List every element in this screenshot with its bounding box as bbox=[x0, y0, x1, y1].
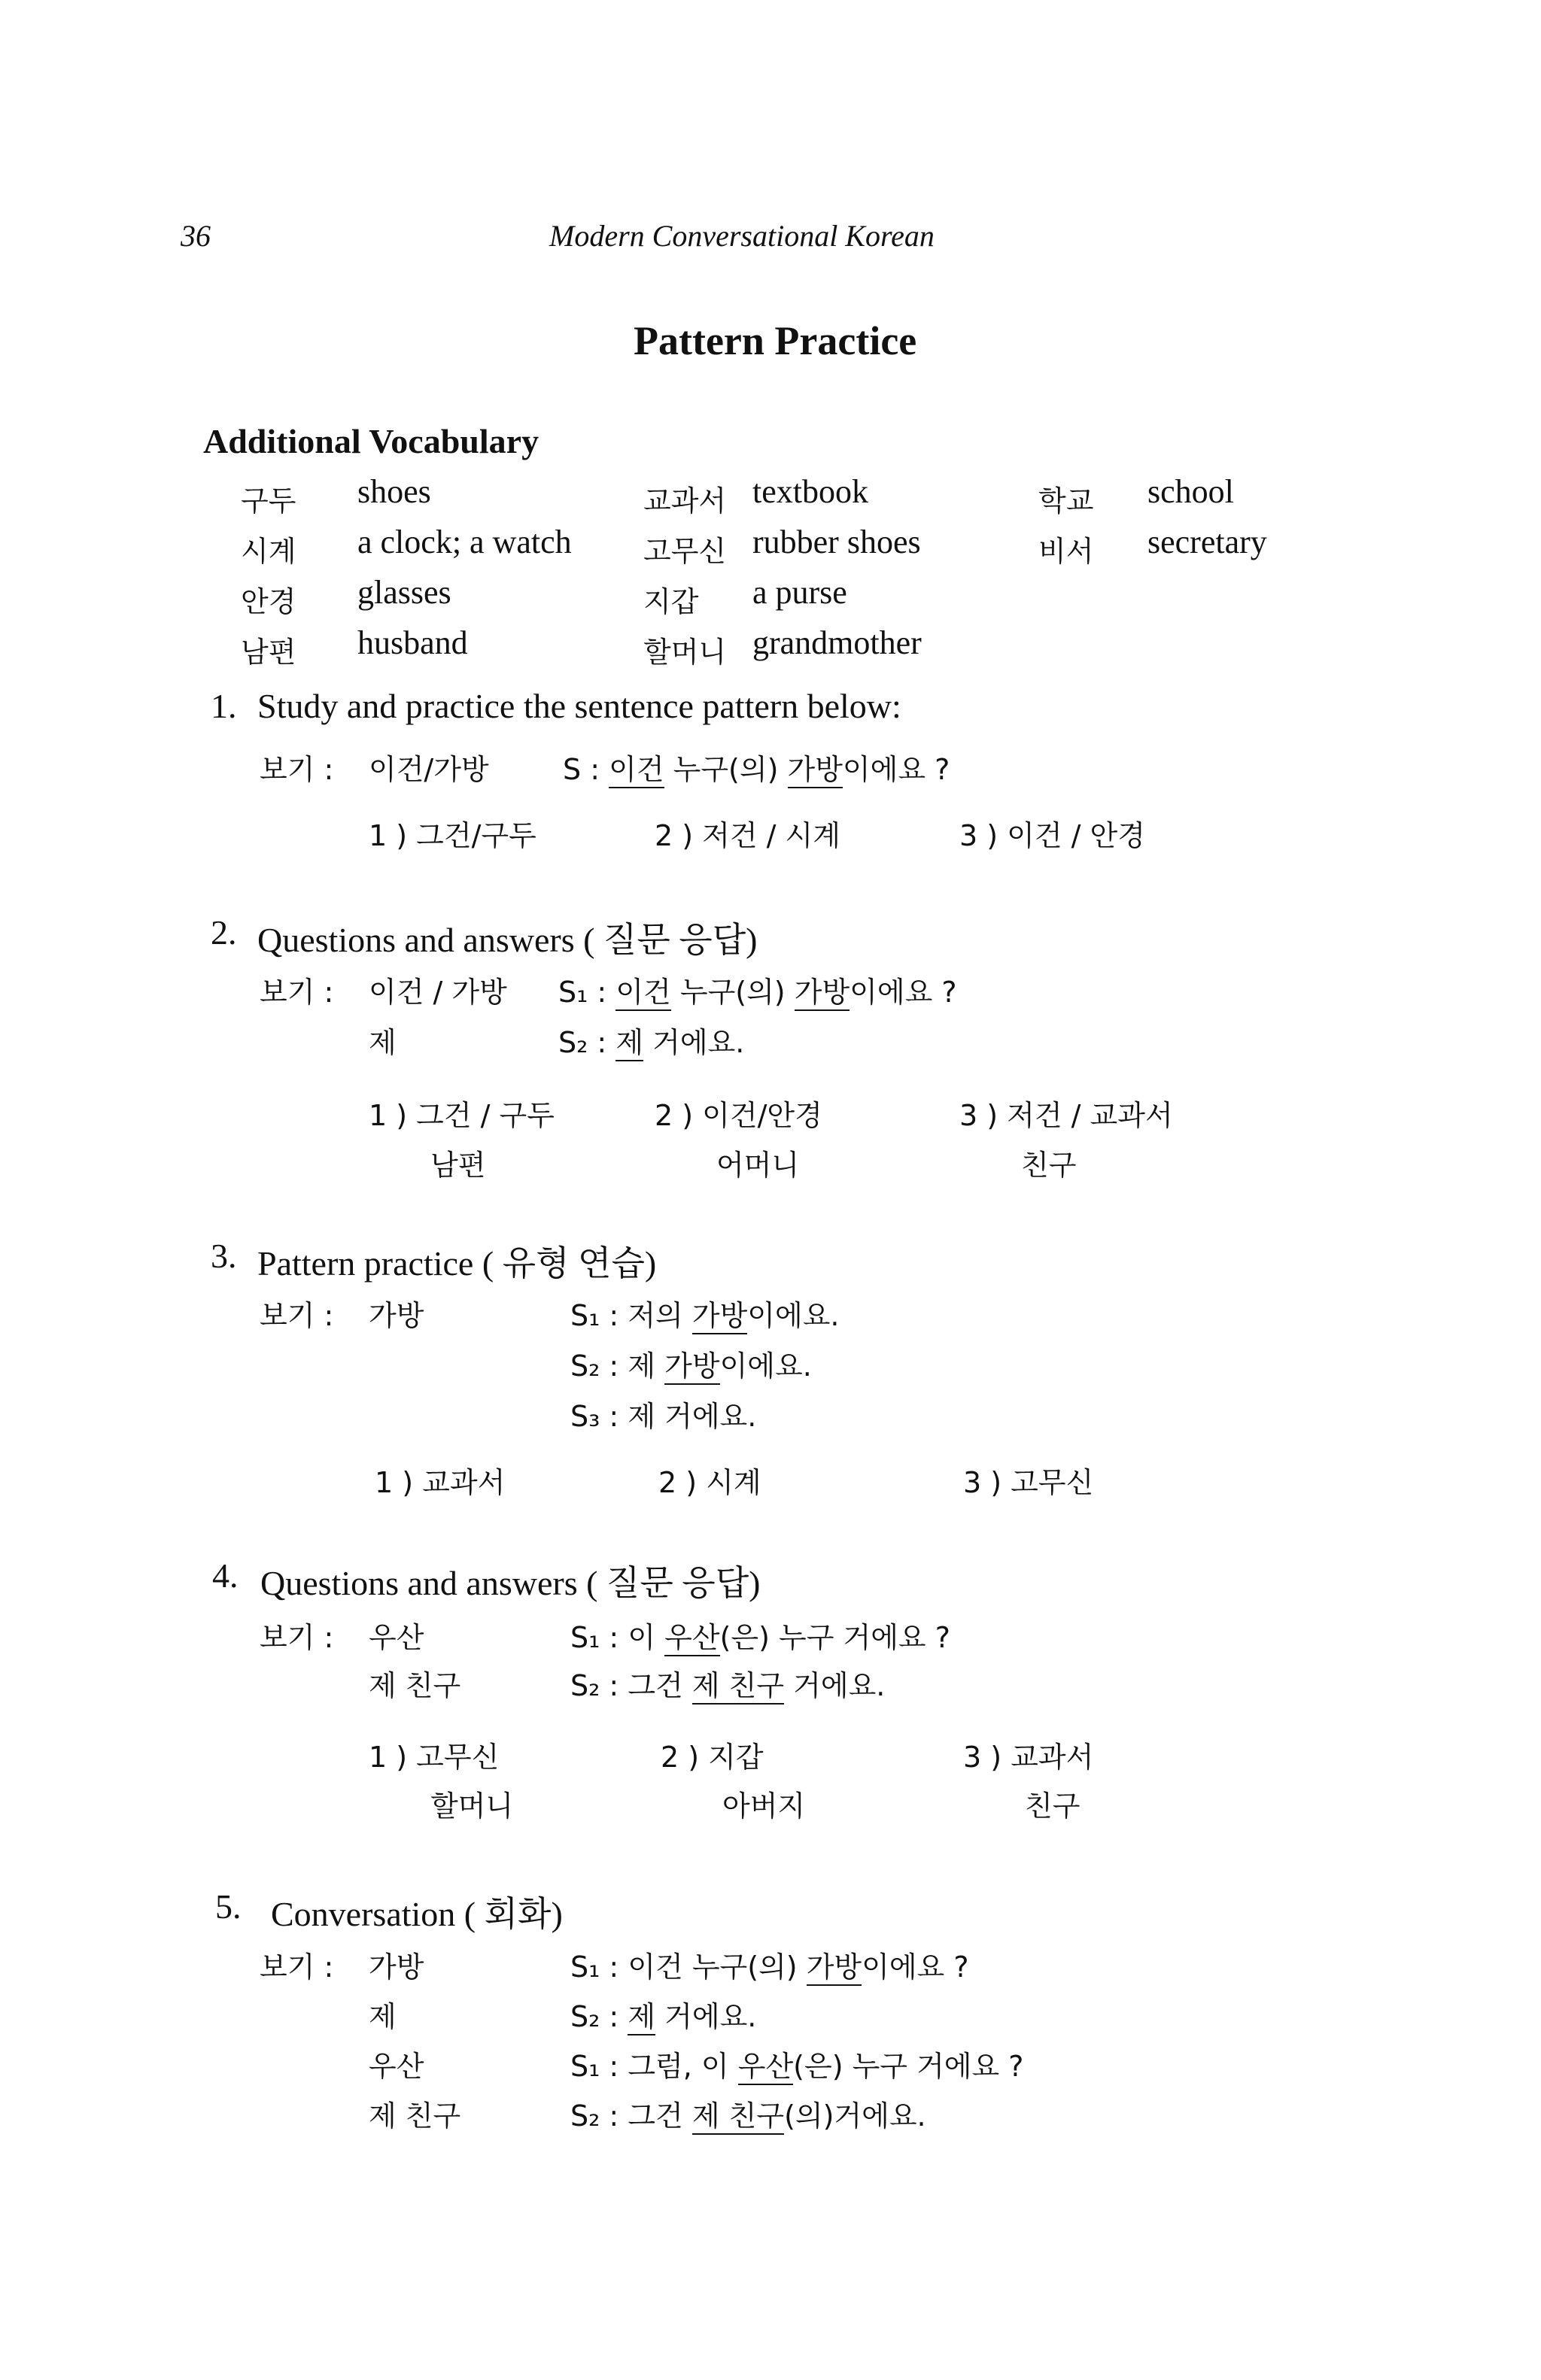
example-sentence bbox=[570, 1614, 950, 1656]
section-4-number: 4. bbox=[212, 1556, 239, 1595]
drill-item: 2 ) 저건 / 시계 bbox=[655, 819, 840, 852]
underlined-word: 가방 bbox=[788, 753, 843, 788]
word: 거에요. bbox=[664, 2000, 757, 2033]
word: (의)거에요. bbox=[784, 2099, 926, 2133]
speaker-label: S : bbox=[563, 753, 600, 786]
vocab-en: a purse bbox=[752, 574, 847, 611]
section-5-title: Conversation ( 회화) bbox=[271, 1895, 563, 1933]
vocab-ko: 남편 bbox=[241, 636, 296, 669]
section-3-title: Pattern practice ( 유형 연습) bbox=[257, 1244, 657, 1283]
word: 이에요. bbox=[747, 1299, 840, 1332]
example-cue: 제 bbox=[369, 1026, 397, 1059]
example-label: 보기 : bbox=[260, 1621, 334, 1654]
drill-item: 3 ) 교과서 bbox=[963, 1741, 1094, 1774]
example-label: 보기 : bbox=[260, 1950, 334, 1984]
speaker-label: S₂ : bbox=[570, 2000, 619, 2033]
example-sentence bbox=[570, 1292, 840, 1334]
word: 누구(의) bbox=[673, 753, 779, 786]
vocab-ko: 지갑 bbox=[643, 585, 699, 618]
example-label: 보기 : bbox=[260, 753, 334, 786]
vocab-en: secretary bbox=[1147, 524, 1267, 560]
speaker-label: S₁ : bbox=[570, 1950, 619, 1984]
underlined-word: 제 친구 bbox=[692, 1669, 784, 1705]
example-sentence bbox=[558, 969, 957, 1010]
vocab-ko: 할머니 bbox=[643, 636, 727, 669]
vocab-ko: 구두 bbox=[241, 484, 296, 518]
underlined-word: 우산 bbox=[738, 2050, 793, 2085]
drill-item: 1 ) 그건/구두 bbox=[369, 819, 536, 852]
section-2-title: Questions and answers ( 질문 응답) bbox=[257, 921, 758, 959]
word: 이에요 ? bbox=[842, 753, 950, 786]
word: 그건 bbox=[628, 1669, 683, 1702]
underlined-word: 이건 bbox=[609, 753, 664, 788]
vocab-en: school bbox=[1147, 473, 1234, 510]
underlined-word: 가방 bbox=[795, 976, 850, 1011]
example-cue: 제 bbox=[369, 2000, 397, 2033]
drill-item: 2 ) 시계 bbox=[658, 1466, 761, 1499]
underlined-word: 가방 bbox=[692, 1299, 747, 1334]
word: 제 거에요. bbox=[628, 1400, 757, 1433]
vocab-ko: 시계 bbox=[241, 535, 296, 568]
underlined-word: 제 친구 bbox=[692, 2099, 784, 2135]
drill-item: 3 ) 저건 / 교과서 bbox=[959, 1099, 1173, 1132]
example-cue: 제 친구 bbox=[369, 1669, 461, 1702]
vocab-ko: 교과서 bbox=[643, 484, 727, 518]
speaker-label: S₂ : bbox=[570, 1349, 619, 1383]
page-title: Pattern Practice bbox=[634, 318, 917, 363]
drill-item: 3 ) 고무신 bbox=[963, 1466, 1094, 1499]
vocab-en: a clock; a watch bbox=[357, 524, 572, 560]
word: 이에요 ? bbox=[850, 976, 957, 1009]
vocab-heading: Additional Vocabulary bbox=[203, 422, 540, 460]
drill-item: 1 ) 고무신 bbox=[369, 1741, 500, 1774]
speaker-label: S₁ : bbox=[558, 976, 607, 1009]
speaker-label: S₂ : bbox=[570, 2099, 619, 2133]
section-2-number: 2. bbox=[211, 913, 237, 952]
underlined-word: 우산 bbox=[664, 1621, 719, 1656]
section-1-number: 1. bbox=[211, 687, 237, 725]
word: 그럼, 이 bbox=[628, 2050, 729, 2083]
word: 거에요. bbox=[652, 1026, 745, 1059]
vocab-ko: 학교 bbox=[1038, 484, 1094, 518]
drill-item: 3 ) 이건 / 안경 bbox=[959, 819, 1145, 852]
word: 저의 bbox=[628, 1299, 683, 1332]
drill-item-cue: 할머니 bbox=[430, 1790, 514, 1823]
speaker-label: S₁ : bbox=[570, 1621, 619, 1654]
example-cue: 우산 bbox=[369, 2050, 424, 2083]
example-cue: 이건 / 가방 bbox=[369, 976, 507, 1009]
vocab-en: grandmother bbox=[752, 624, 922, 661]
vocab-en: rubber shoes bbox=[752, 524, 921, 560]
speaker-label: S₁ : bbox=[570, 2050, 619, 2083]
drill-item-cue: 남편 bbox=[430, 1149, 486, 1182]
drill-item: 1 ) 그건 / 구두 bbox=[369, 1099, 555, 1132]
example-label: 보기 : bbox=[260, 1299, 334, 1332]
underlined-word: 가방 bbox=[807, 1950, 862, 1986]
section-4-title: Questions and answers ( 질문 응답) bbox=[260, 1564, 761, 1602]
word: 누구(의) bbox=[679, 976, 786, 1009]
example-sentence bbox=[570, 1393, 756, 1434]
word: (은) 누구 거에요 ? bbox=[719, 1621, 950, 1654]
vocab-ko: 안경 bbox=[241, 585, 296, 618]
drill-item: 2 ) 이건/안경 bbox=[655, 1099, 822, 1132]
underlined-word: 이건 bbox=[615, 976, 670, 1011]
speaker-label: S₂ : bbox=[570, 1669, 619, 1702]
speaker-label: S₁ : bbox=[570, 1299, 619, 1332]
drill-item: 2 ) 지갑 bbox=[661, 1741, 764, 1774]
word: 이 bbox=[628, 1621, 656, 1654]
dialogue-line bbox=[570, 2043, 1023, 2084]
speaker-label: S₂ : bbox=[558, 1026, 607, 1059]
word: (은) 누구 거에요 ? bbox=[793, 2050, 1024, 2083]
word: 이에요. bbox=[719, 1349, 812, 1383]
word: 제 bbox=[628, 1349, 656, 1383]
dialogue-line bbox=[570, 1993, 756, 2035]
drill-item-cue: 아버지 bbox=[722, 1790, 806, 1823]
word: 이건 누구(의) bbox=[628, 1950, 798, 1984]
section-1-title: Study and practice the sentence pattern below: bbox=[257, 687, 901, 725]
example-cue: 가방 bbox=[369, 1299, 424, 1332]
dialogue-line bbox=[570, 2093, 926, 2134]
word: 거에요. bbox=[793, 1669, 886, 1702]
vocab-en: textbook bbox=[752, 473, 868, 510]
example-cue: 제 친구 bbox=[369, 2099, 461, 2133]
underlined-word: 제 bbox=[615, 1026, 643, 1061]
section-3-number: 3. bbox=[211, 1237, 237, 1275]
vocab-en: glasses bbox=[357, 574, 451, 611]
drill-item: 1 ) 교과서 bbox=[375, 1466, 506, 1499]
vocab-ko: 고무신 bbox=[643, 535, 727, 568]
underlined-word: 제 bbox=[628, 2000, 655, 2035]
underlined-word: 가방 bbox=[664, 1349, 719, 1385]
example-cue: 이건/가방 bbox=[369, 753, 489, 786]
word: 이에요 ? bbox=[862, 1950, 969, 1984]
example-sentence bbox=[563, 746, 950, 788]
vocab-en: husband bbox=[357, 624, 468, 661]
page-number: 36 bbox=[181, 219, 211, 253]
section-5-number: 5. bbox=[215, 1887, 242, 1926]
example-sentence bbox=[570, 1662, 885, 1704]
drill-item-cue: 친구 bbox=[1025, 1790, 1081, 1823]
vocab-en: shoes bbox=[357, 473, 431, 510]
word: 그건 bbox=[628, 2099, 683, 2133]
example-label: 보기 : bbox=[260, 976, 334, 1009]
vocab-ko: 비서 bbox=[1038, 535, 1094, 568]
dialogue-line bbox=[570, 1944, 969, 1985]
drill-item-cue: 어머니 bbox=[716, 1149, 800, 1182]
speaker-label: S₃ : bbox=[570, 1400, 619, 1433]
running-title: Modern Conversational Korean bbox=[549, 219, 935, 253]
example-cue: 가방 bbox=[369, 1950, 424, 1984]
drill-item-cue: 친구 bbox=[1021, 1149, 1077, 1182]
example-sentence bbox=[570, 1343, 812, 1384]
example-sentence bbox=[558, 1019, 744, 1061]
example-cue: 우산 bbox=[369, 1621, 424, 1654]
